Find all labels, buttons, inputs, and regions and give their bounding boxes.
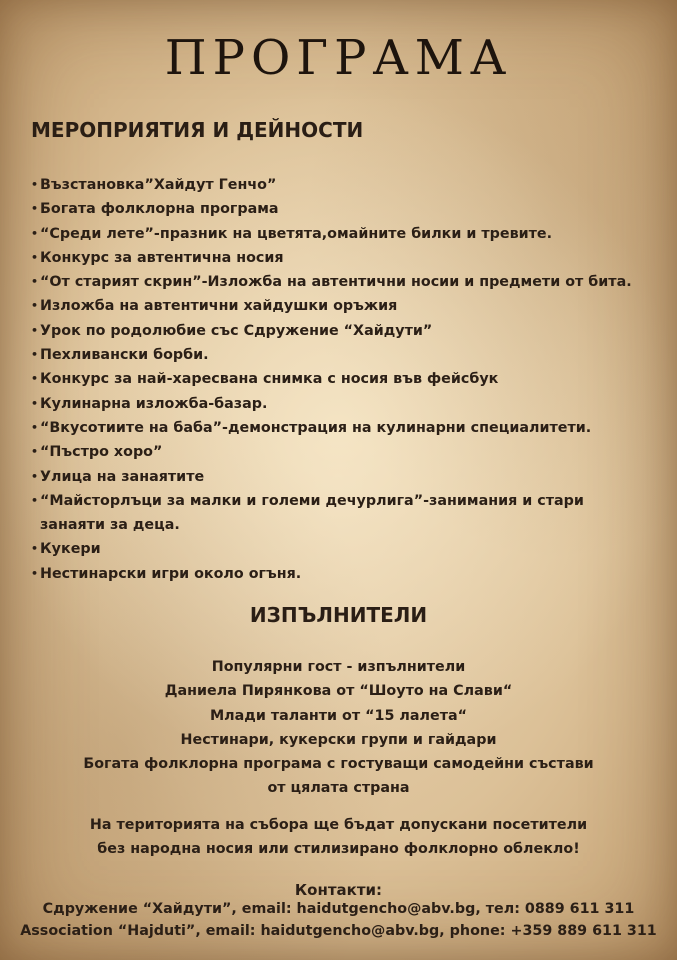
performers-list	[0, 655, 677, 801]
contacts-heading: Контакти:	[294, 881, 383, 899]
performer-line: от цялата страна	[267, 780, 410, 797]
list-item: • “Среди лете”-празник на цветята,омайните билки и тревите.	[31, 222, 651, 246]
list-item: • Възстановка”Хайдут Генчо”	[31, 173, 651, 197]
list-item: • Конкурс за най-харесвана снимка с носия във фейсбук	[31, 367, 651, 391]
list-item: • Урок по родолюбие със Сдружение “Хайдути”	[31, 319, 651, 343]
performer-line: Богата фолклорна програма с гостуващи самодейни състави	[83, 756, 594, 773]
performer-line: Нестинари, кукерски групи и гайдари	[180, 731, 497, 748]
dress-code-notice	[0, 813, 677, 862]
contact-line-bg: Сдружение “Хайдути”, email: haidutgencho@abv.bg, тел: 0889 611 311	[42, 901, 635, 917]
list-item: • “Майсторлъци за малки и големи дечурлига”-занимания и стари занаяти за деца.	[31, 489, 651, 538]
events-heading: МЕРОПРИЯТИЯ И ДЕЙНОСТИ	[31, 118, 364, 142]
list-item: • Конкурс за автентична носия	[31, 246, 651, 270]
list-item: • “От старият скрин”-Изложба на автентични носии и предмети от бита.	[31, 270, 651, 294]
list-item: • Кулинарна изложба-базар.	[31, 392, 651, 416]
events-list	[31, 173, 651, 586]
performers-heading: ИЗПЪЛНИТЕЛИ	[249, 603, 428, 627]
list-item: • Изложба на автентични хайдушки оръжия	[31, 294, 651, 318]
list-item: • Пехливански борби.	[31, 343, 651, 367]
notice-line: На територията на събора ще бъдат допускани посетители	[89, 817, 588, 833]
list-item: • Нестинарски игри около огъня.	[31, 562, 651, 586]
page-title: ПРОГРАМА	[164, 30, 513, 86]
contact-line-en: Association “Hajduti”, email: haidutgencho@abv.bg, phone: +359 889 611 311	[20, 922, 657, 939]
contacts-block	[0, 899, 677, 942]
performer-line: Млади таланти от “15 лалета“	[209, 707, 468, 724]
list-item: • Кукери	[31, 537, 651, 561]
performer-line: Даниела Пирянкова от “Шоуто на Слави“	[164, 683, 513, 700]
list-item: • Улица на занаятите	[31, 465, 651, 489]
list-item: • “Вкусотиите на баба”-демонстрация на кулинарни специалитети.	[31, 416, 651, 440]
list-item: • “Пъстро хоро”	[31, 440, 651, 464]
notice-line: без народна носия или стилизирано фолклорно облекло!	[97, 841, 580, 858]
list-item: • Богата фолклорна програма	[31, 197, 651, 221]
performer-line: Популярни гост - изпълнители	[211, 659, 466, 675]
